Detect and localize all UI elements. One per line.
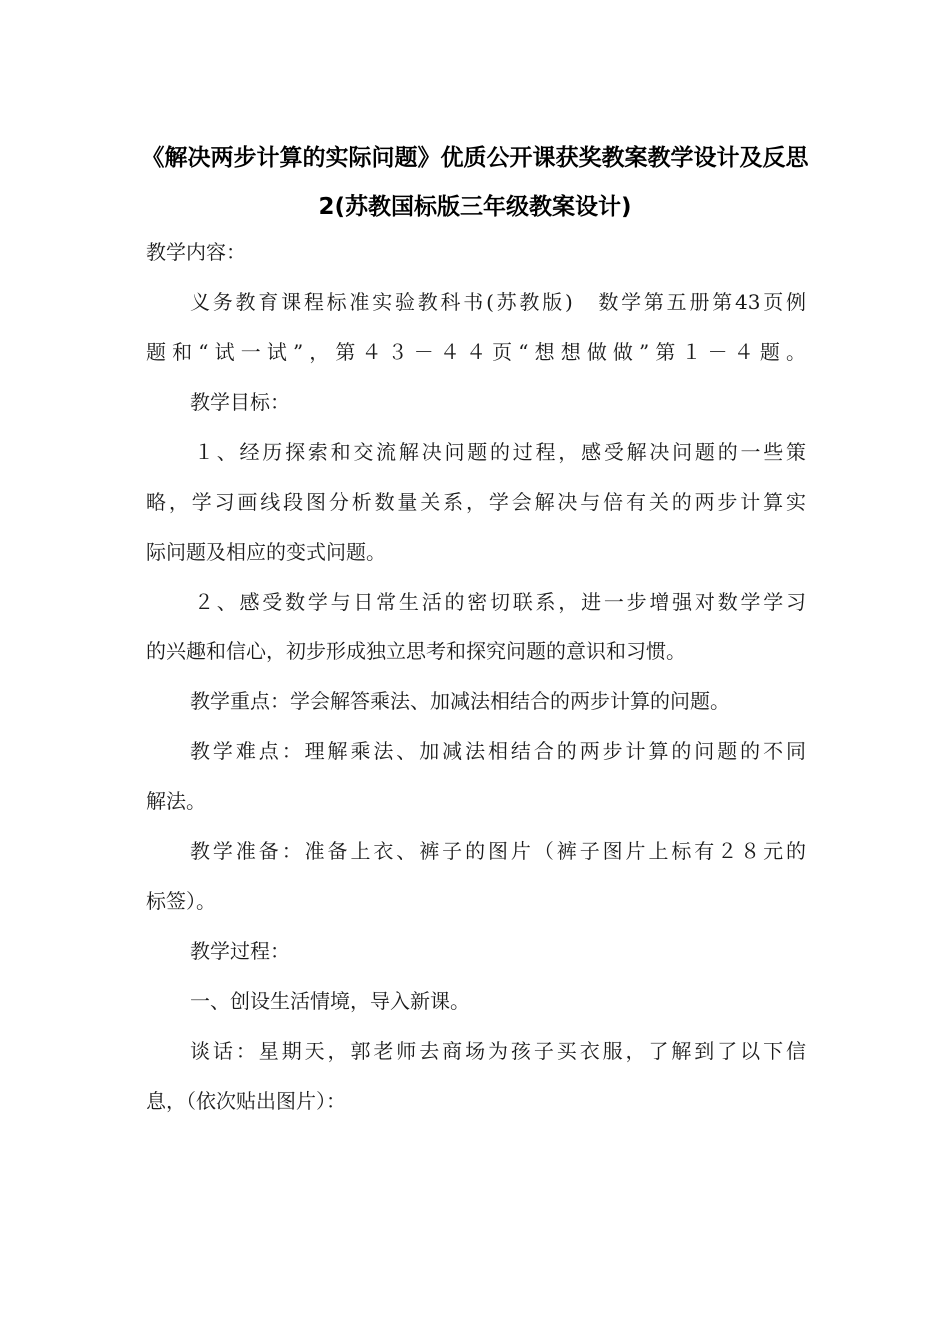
text-line: 题和“试一试”，第４３－４４页“想想做做”第１－４题。 <box>146 340 806 364</box>
text-line: 教学重点：学会解答乘法、加减法相结合的两步计算的问题。 <box>190 689 730 713</box>
text-line: 教学过程： <box>190 939 290 963</box>
text-line: 谈话：星期天，郭老师去商场为孩子买衣服，了解到了以下信 <box>190 1039 806 1063</box>
text-line: 解法。 <box>146 789 206 813</box>
text-line: 义务教育课程标准实验教科书(苏教版) 数学第五册第43页例 <box>190 290 806 314</box>
text-line: 教学难点：理解乘法、加减法相结合的两步计算的问题的不同 <box>190 739 806 763</box>
text-line: 教学准备：准备上衣、裤子的图片（裤子图片上标有２８元的 <box>190 839 806 863</box>
text-line: 的兴趣和信心，初步形成独立思考和探究问题的意识和习惯。 <box>146 639 686 663</box>
text-line: 标签）。 <box>146 889 216 913</box>
text-line: 际问题及相应的变式问题。 <box>146 540 386 564</box>
document-title-line-1: 《解决两步计算的实际问题》优质公开课获奖教案教学设计及反思 <box>141 145 809 171</box>
text-line: 教学目标： <box>190 390 290 414</box>
text-line: １、经历探索和交流解决问题的过程，感受解决问题的一些策 <box>194 440 806 464</box>
text-line: 略，学习画线段图分析数量关系，学会解决与倍有关的两步计算实 <box>146 490 806 514</box>
document-title-line-2: 2(苏教国标版三年级教案设计) <box>318 194 632 220</box>
text-line: 一、创设生活情境，导入新课。 <box>190 989 470 1013</box>
text-line: ２、感受数学与日常生活的密切联系，进一步增强对数学学习 <box>194 590 806 614</box>
text-line: 息，（依次贴出图片）： <box>146 1089 346 1113</box>
text-line: 教学内容： <box>146 240 246 264</box>
